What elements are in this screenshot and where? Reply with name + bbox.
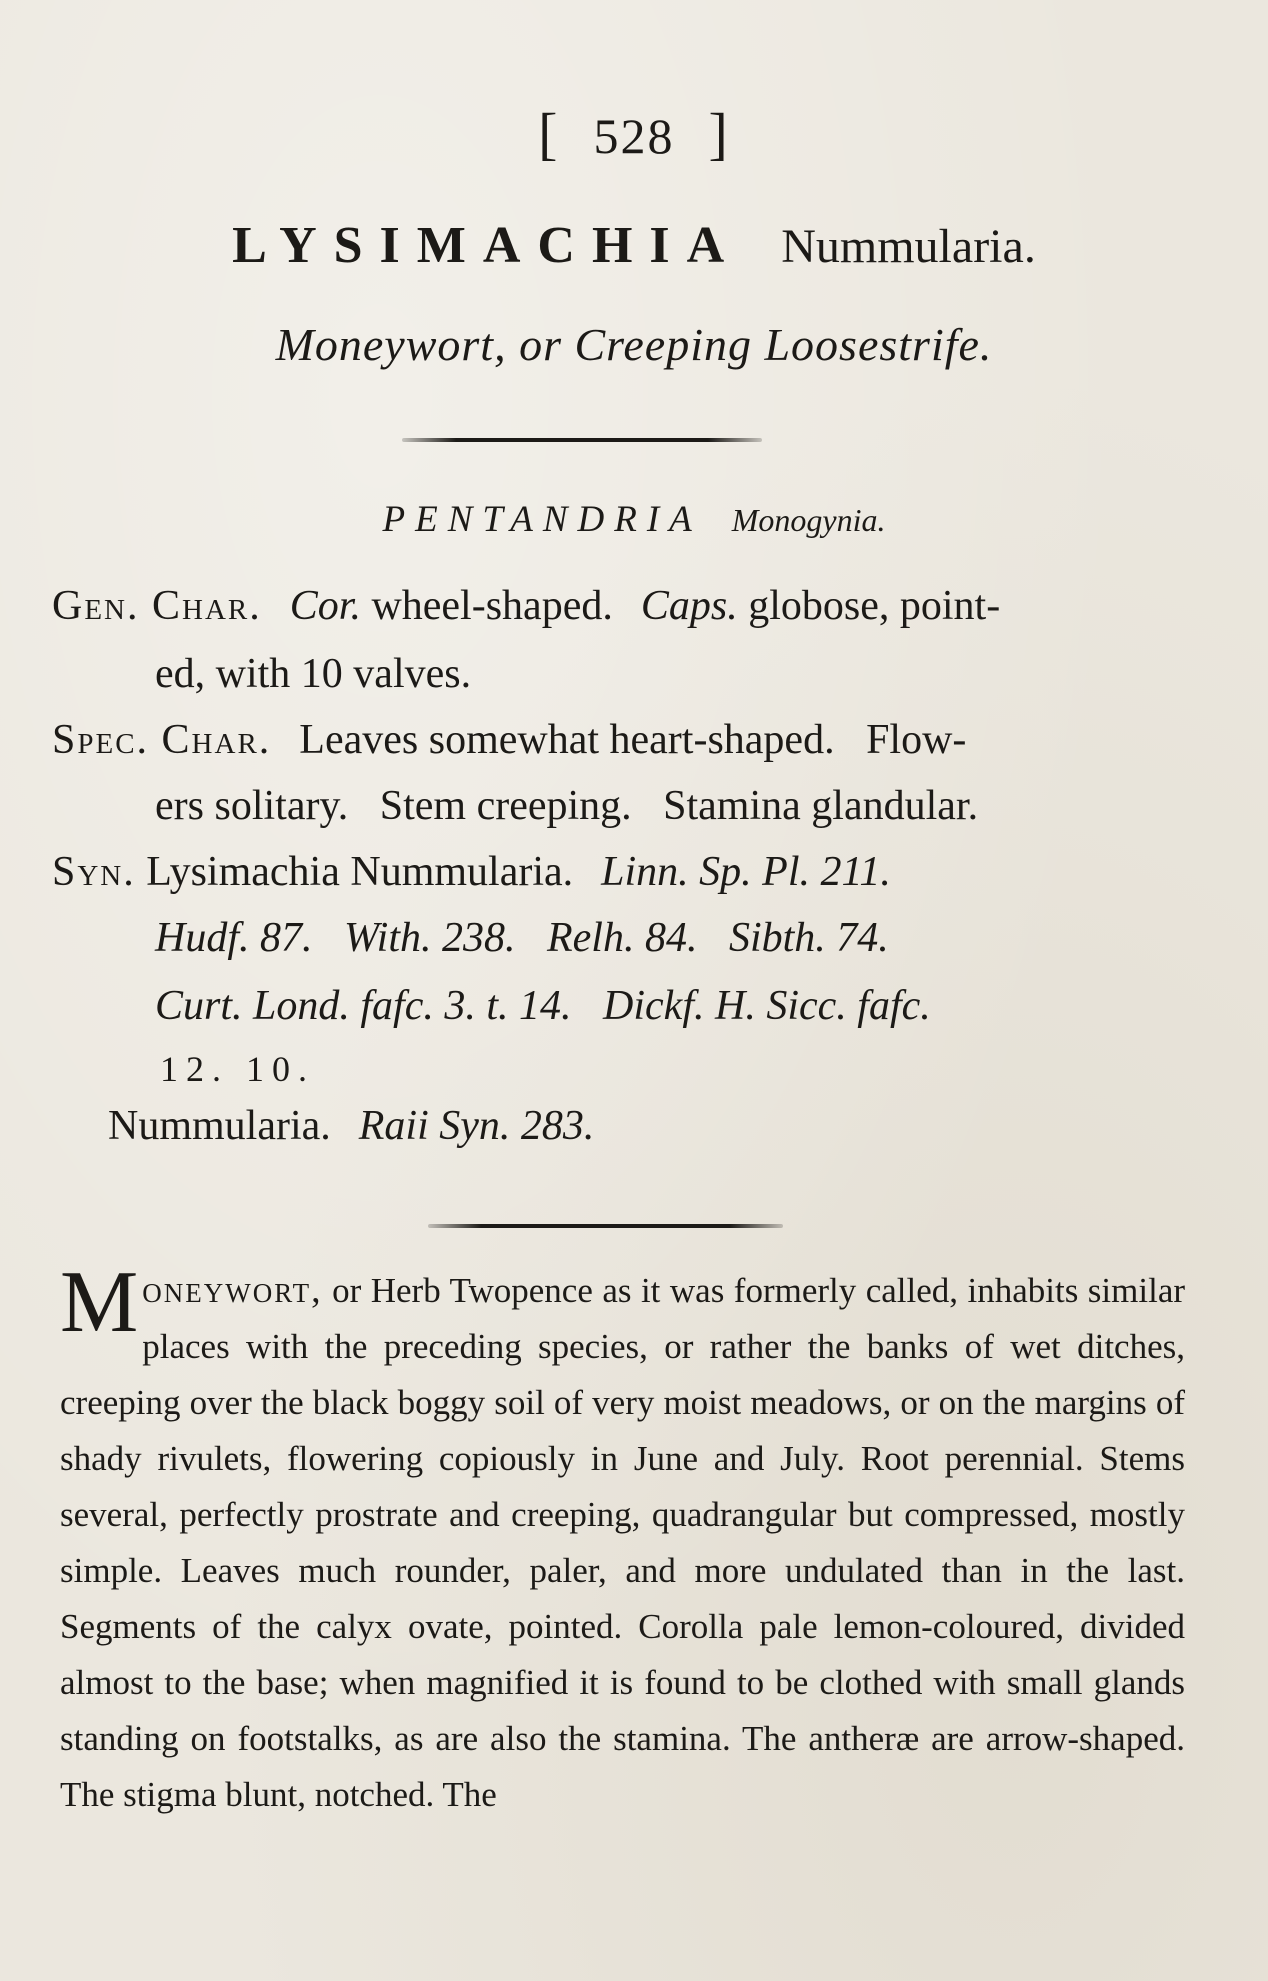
- page-number-heading: [0, 100, 1268, 167]
- close-bracket: ]: [708, 101, 730, 166]
- spec-char-label: Spec. Char.: [52, 717, 272, 763]
- syn-ref-linnaeus: Linn. Sp. Pl. 211.: [601, 849, 891, 895]
- syn-label: Syn.: [52, 849, 136, 895]
- genus-name: LYSIMACHIA: [232, 217, 742, 274]
- syn-text: Lysimachia Nummularia.: [146, 849, 574, 895]
- drop-cap-word: oneywort,: [142, 1269, 323, 1311]
- corolla-text: wheel-shaped.: [371, 583, 613, 629]
- synonym-references-3: Curt. Lond. fafc. 3. t. 14. Dickf. H. Sicc. fafc.: [155, 983, 931, 1029]
- common-name: Moneywort, or Creeping Loosestrife.: [275, 319, 993, 370]
- generic-character-line: [52, 582, 1000, 630]
- specific-character-continuation: ers solitary. Stem creeping. Stamina glandular.: [155, 783, 979, 829]
- drop-cap: M: [60, 1254, 139, 1351]
- linnaean-classification: [0, 498, 1268, 541]
- generic-character-continuation: ed, with 10 valves.: [155, 651, 472, 697]
- description-paragraph: [60, 1254, 1186, 1823]
- order-name: Monogynia.: [731, 502, 886, 538]
- synonym-references-2: Hudf. 87. With. 238. Relh. 84. Sibth. 74.: [155, 915, 889, 961]
- capsule-label: Caps.: [640, 583, 738, 629]
- capsule-text: globose, point-: [748, 583, 1001, 629]
- specific-character-line: [52, 716, 966, 764]
- corolla-label: Cor.: [289, 583, 361, 629]
- alt-name: Nummularia.: [108, 1103, 331, 1149]
- species-title: [0, 216, 1268, 275]
- synonym-line: [52, 848, 891, 896]
- alt-ref: Raii Syn. 283.: [358, 1103, 595, 1149]
- synonym-references-4: 12. 10.: [160, 1049, 315, 1089]
- open-bracket: [: [538, 101, 560, 166]
- description-text: or Herb Twopence as it was formerly called, inhabits similar places with the preceding species, or rather the banks of wet ditches, creeping over the black boggy soil of very moist meadows, or on the margins of shady rivulets, flowering copiously in June and July. Root perennial. Stems several, perfectly prostrate and creeping, quadrangular but compressed, mostly simple. Leaves much rounder, paler, and more undulated than in the last. Segments of the calyx ovate, pointed. Corolla pale lemon-coloured, divided almost to the base; when magnified it is found to be clothed with small glands standing on footstalks, as are also the stamina. The antheræ are arrow-shaped. The stigma blunt, notched. The: [60, 1271, 1186, 1814]
- species-name: Nummularia.: [781, 220, 1036, 273]
- alternate-synonym-line: [108, 1102, 594, 1150]
- page-number: 528: [593, 108, 675, 164]
- divider-rule-top: [402, 438, 762, 442]
- class-name: PENTANDRIA: [382, 499, 702, 540]
- spec-char-text: Leaves somewhat heart-shaped. Flow-: [299, 717, 967, 763]
- divider-rule-bottom: [428, 1224, 783, 1228]
- gen-char-label: Gen. Char.: [52, 583, 262, 629]
